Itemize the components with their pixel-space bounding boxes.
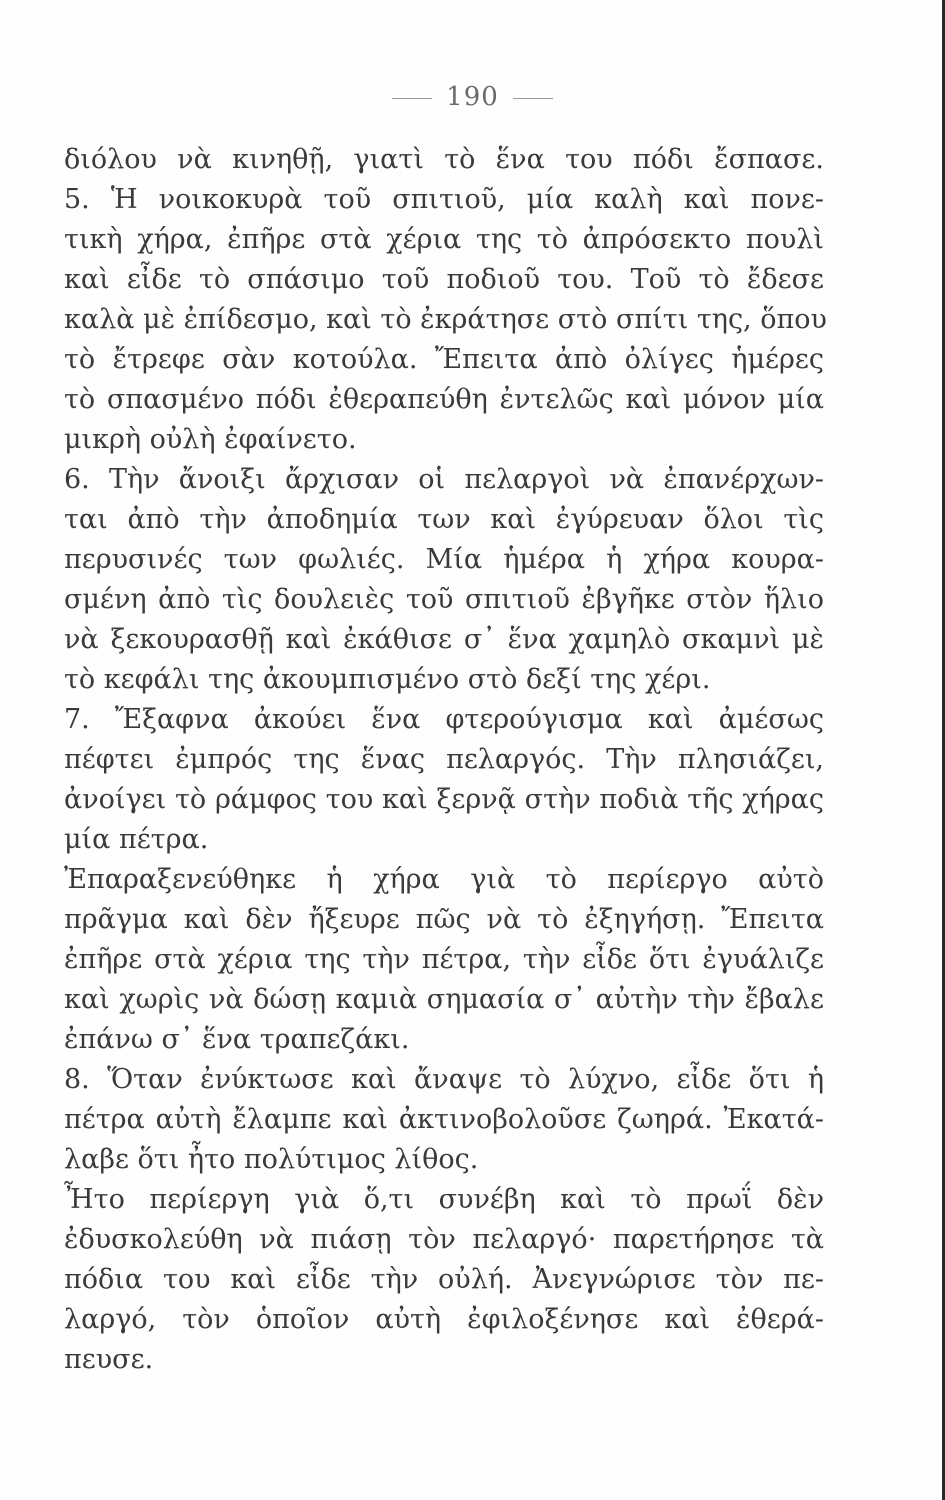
text-line: Ἐπαραξενεύθηκε ἡ χήρα γιὰ τὸ περίεργο αὐτὸ — [64, 864, 824, 895]
text-line: 5. Ἡ νοικοκυρὰ τοῦ σπιτιοῦ, μία καλὴ καὶ πονε- — [64, 184, 824, 215]
text-line: λαβε ὅτι ἦτο πολύτιμος λίθος. — [64, 1144, 479, 1175]
text-line: ἐπῆρε στὰ χέρια της τὴν πέτρα, τὴν εἶδε ὅτι ἐγυάλιζε — [64, 944, 824, 975]
text-line: τὸ κεφάλι της ἀκουμπισμένο στὸ δεξί της χέρι. — [64, 664, 711, 695]
text-line: 7. Ἔξαφνα ἀκούει ἕνα φτερούγισμα καὶ ἀμέσως — [64, 704, 824, 735]
text-line: τὸ ἔτρεφε σὰν κοτούλα. Ἔπειτα ἀπὸ ὀλίγες ἡμέρες — [64, 344, 824, 375]
text-line: πόδια του καὶ εἶδε τὴν οὐλή. Ἀνεγνώρισε τὸν πε- — [64, 1264, 824, 1295]
text-line: τικὴ χήρα, ἐπῆρε στὰ χέρια της τὸ ἀπρόσεκτο πουλὶ — [64, 224, 824, 255]
text-line: διόλου νὰ κινηθῇ, γιατὶ τὸ ἕνα του πόδι ἔσπασε. — [64, 144, 824, 175]
text-line: καὶ χωρὶς νὰ δώσῃ καμιὰ σημασία σ᾿ αὐτὴν τὴν ἔβαλε — [64, 984, 824, 1015]
text-line: μικρὴ οὐλὴ ἐφαίνετο. — [64, 424, 357, 455]
text-line: ἐπάνω σ᾿ ἕνα τραπεζάκι. — [64, 1024, 410, 1055]
text-line: πευσε. — [64, 1344, 154, 1375]
text-line: τὸ σπασμένο πόδι ἐθεραπεύθη ἐντελῶς καὶ μόνον μία — [64, 384, 824, 415]
text-line: Ἦτο περίεργη γιὰ ὅ,τι συνέβη καὶ τὸ πρωΐ δὲν — [64, 1184, 824, 1215]
text-line: 6. Τὴν ἄνοιξι ἄρχισαν οἱ πελαργοὶ νὰ ἐπανέρχων- — [64, 464, 824, 495]
text-line: πέτρα αὐτὴ ἔλαμπε καὶ ἀκτινοβολοῦσε ζωηρά. Ἐκατά- — [64, 1104, 824, 1135]
text-line: πρᾶγμα καὶ δὲν ἤξευρε πῶς νὰ τὸ ἐξηγήσῃ. Ἔπειτα — [64, 904, 824, 935]
page-number: 190 — [446, 82, 499, 112]
text-line: περυσινές των φωλιές. Μία ἡμέρα ἡ χήρα κουρα- — [64, 544, 824, 575]
text-line: νὰ ξεκουρασθῇ καὶ ἐκάθισε σ᾿ ἕνα χαμηλὸ σκαμνὶ μὲ — [64, 624, 824, 655]
text-line: 8. Ὅταν ἐνύκτωσε καὶ ἄναψε τὸ λύχνο, εἶδε ὅτι ἡ — [64, 1064, 824, 1095]
page-header — [0, 82, 945, 122]
text-line: καὶ εἶδε τὸ σπάσιμο τοῦ ποδιοῦ του. Τοῦ τὸ ἔδεσε — [64, 264, 824, 295]
text-line: πέφτει ἐμπρός της ἕνας πελαργός. Τὴν πλησιάζει, — [64, 744, 824, 775]
header-dash-right — [513, 98, 553, 99]
text-line: ἀνοίγει τὸ ράμφος του καὶ ξερνᾷ στὴν ποδιὰ τῆς χήρας — [64, 784, 824, 815]
text-line: λαργό, τὸν ὁποῖον αὐτὴ ἐφιλοξένησε καὶ ἐθερά- — [64, 1304, 824, 1335]
text-line: καλὰ μὲ ἐπίδεσμο, καὶ τὸ ἐκράτησε στὸ σπίτι της, ὅπου — [64, 304, 827, 335]
header-dash-left — [392, 98, 432, 99]
text-line: ται ἀπὸ τὴν ἀποδημία των καὶ ἐγύρευαν ὅλοι τὶς — [64, 504, 824, 535]
text-line: σμένη ἀπὸ τὶς δουλειὲς τοῦ σπιτιοῦ ἐβγῆκε στὸν ἥλιο — [64, 584, 824, 615]
page-body-text — [64, 140, 827, 1380]
text-line: ἐδυσκολεύθη νὰ πιάσῃ τὸν πελαργό· παρετήρησε τὰ — [64, 1224, 824, 1255]
text-line: μία πέτρα. — [64, 824, 209, 855]
